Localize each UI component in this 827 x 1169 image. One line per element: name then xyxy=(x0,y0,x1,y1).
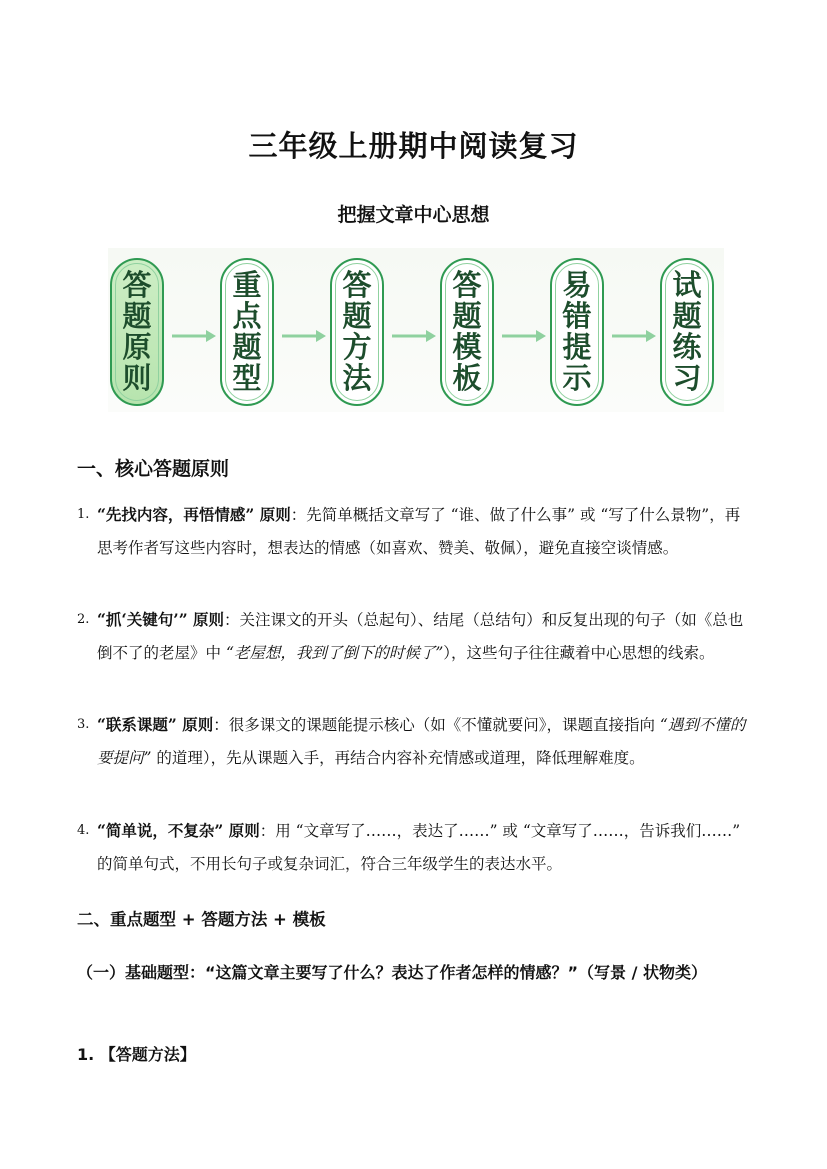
arrow-right-icon xyxy=(172,329,216,343)
arrow-right-icon xyxy=(502,329,546,343)
item-number: 1. xyxy=(77,507,90,522)
flow-step-label: 答题方法 xyxy=(342,268,372,395)
flow-step-practice xyxy=(660,258,714,406)
section2-heading: 二、重点题型 + 答题方法 + 模板 xyxy=(77,910,326,929)
item-quote: “老屋想，我到了倒下的时候了” xyxy=(225,644,444,662)
page-title: 三年级上册期中阅读复习 xyxy=(248,129,579,163)
item-text: 的道理），先从课题入手，再结合内容补充情感或道理，降低理解难度。 xyxy=(151,749,645,767)
section1-heading: 一、核心答题原则 xyxy=(77,458,230,480)
principle-item-3 xyxy=(77,708,749,775)
flow-step-label: 答题原则 xyxy=(122,268,152,395)
flow-step-label: 答题模板 xyxy=(452,268,482,395)
item-text: ：先简单概括文章写了 “谁、做了什么事” 或 “写了什么景物”，再思考作者写这些内容时，想表达的情感（如喜欢、赞美、敬佩），避免直接空谈情感。 xyxy=(97,506,741,557)
principle-item-2 xyxy=(77,603,749,670)
item-label: “先找内容，再悟情感” 原则 xyxy=(97,505,291,524)
item-number: 4. xyxy=(77,823,90,838)
flow-step-label: 试题练习 xyxy=(672,268,702,395)
flow-step-key-types xyxy=(220,258,274,406)
item-text: ：用 “文章写了……，表达了……” 或 “文章写了……，告诉我们……” 的简单句式，不用长句子或复杂词汇，符合三年级学生的表达水平。 xyxy=(97,822,741,873)
flow-step-label: 重点题型 xyxy=(232,268,262,395)
flow-step-label: 易错提示 xyxy=(562,268,592,395)
item-number: 3. xyxy=(77,717,90,732)
arrow-right-icon xyxy=(612,329,656,343)
principle-item-4 xyxy=(77,814,749,881)
page-subtitle: 把握文章中心思想 xyxy=(337,204,490,226)
flow-diagram xyxy=(108,248,724,412)
item-text: ），这些句子往往藏着中心思想的线索。 xyxy=(443,644,715,662)
section2-subheading: （一）基础题型：“这篇文章主要写了什么？表达了作者怎样的情感？”（写景 / 状物类） xyxy=(77,963,708,982)
item-label: “抓‘关键句’” 原则 xyxy=(97,610,225,629)
item-label: “简单说，不复杂” 原则 xyxy=(97,821,260,840)
flow-step-pitfalls xyxy=(550,258,604,406)
flow-step-methods xyxy=(330,258,384,406)
item-text: ：关注课文的开头（总起句）、结尾（总结句）和反复出现的句子（如《总也倒不了的老屋》中 xyxy=(97,611,744,662)
flow-step-principles xyxy=(110,258,164,406)
arrow-right-icon xyxy=(282,329,326,343)
arrow-right-icon xyxy=(392,329,436,343)
principle-item-1 xyxy=(77,498,749,565)
item-text: ：很多课文的课题能提示核心（如《不懂就要问》，课题直接指向 xyxy=(213,716,660,734)
item-quote: “遇到不懂的要提问” xyxy=(97,716,746,767)
flow-step-templates xyxy=(440,258,494,406)
item-label: “联系课题” 原则 xyxy=(97,715,214,734)
answer-method-heading: 1. 【答题方法】 xyxy=(77,1045,196,1064)
item-number: 2. xyxy=(77,612,90,627)
